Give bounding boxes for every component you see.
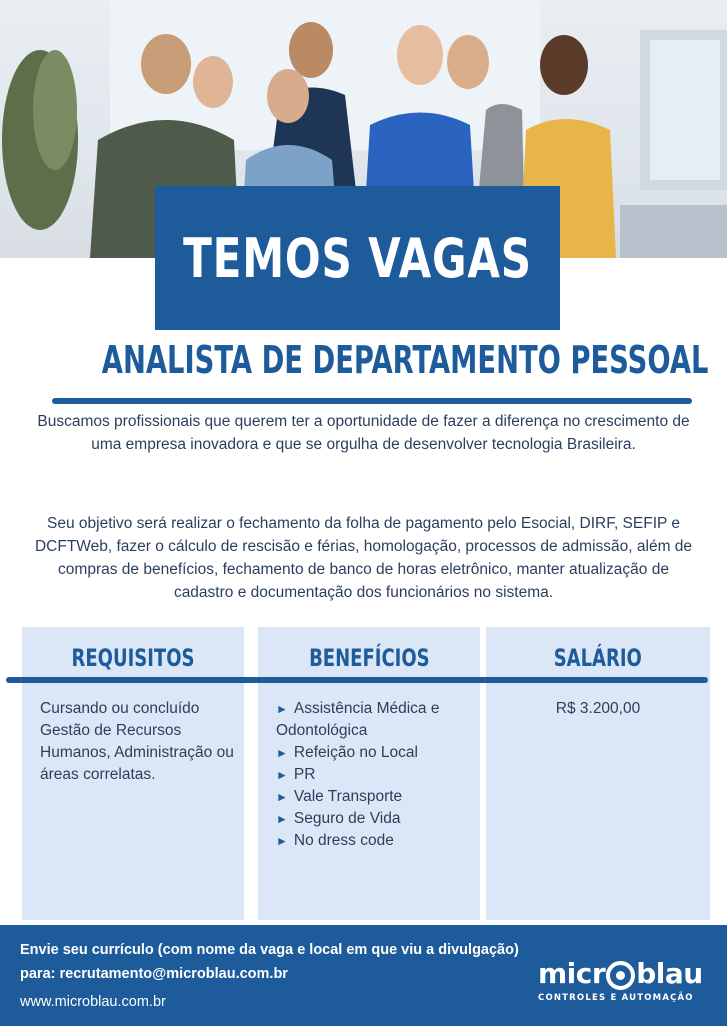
benefits-column: [258, 627, 480, 920]
salary-heading: SALÁRIO: [553, 644, 643, 672]
list-item: ► Assistência Médica e Odontológica: [276, 700, 440, 739]
requirements-column: [22, 627, 244, 920]
job-objective: Seu objetivo será realizar o fechamento da folha de pagamento pelo Esocial, DIRF, SEFIP e DCFTWeb, fazer o cálculo de rescisão e férias, homologação, processos de admissão, além de compras de benefícios, fechamento de banco de horas eletrônico, manter atualização de cadastro e documentação dos funcionários no sistema.: [34, 515, 693, 601]
benefits-list: [276, 698, 470, 852]
triangle-right-icon: ►: [276, 746, 288, 760]
list-item: ► No dress code: [276, 832, 394, 849]
triangle-right-icon: ►: [276, 812, 288, 826]
list-item: ► Seguro de Vida: [276, 810, 401, 827]
hero-title: TEMOS VAGAS: [183, 226, 532, 290]
list-item: ► Vale Transporte: [276, 788, 403, 805]
website-link[interactable]: www.microblau.com.br: [20, 994, 166, 1010]
triangle-right-icon: ►: [276, 834, 288, 848]
details-columns: [22, 627, 710, 920]
logo-word-end: blau: [636, 957, 703, 990]
requirements-text: Cursando ou concluído Gestão de Recursos Humanos, Administração ou áreas correlatas.: [40, 700, 234, 783]
requirements-heading: REQUISITOS: [71, 644, 195, 672]
list-item: ► Refeição no Local: [276, 744, 418, 761]
logo-tagline: CONTROLES E AUTOMAÇÃO: [538, 993, 694, 1003]
triangle-right-icon: ►: [276, 768, 288, 782]
title-divider: [52, 398, 692, 404]
benefits-heading: BENEFÍCIOS: [308, 644, 430, 672]
columns-divider: [6, 677, 708, 683]
logo-target-icon: [606, 961, 635, 990]
triangle-right-icon: ►: [276, 702, 288, 716]
job-intro: Buscamos profissionais que querem ter a oportunidade de fazer a diferença no crescimento de uma empresa inovadora e que se orgulha de desenvolver tecnologia Brasileira.: [37, 413, 690, 453]
hero-banner: [155, 186, 560, 330]
microblau-logo: [538, 957, 718, 1003]
triangle-right-icon: ►: [276, 790, 288, 804]
job-title: ANALISTA DE DEPARTAMENTO PESSOAL: [101, 338, 709, 382]
list-item: ► PR: [276, 766, 316, 783]
footer-cta: Envie seu currículo (com nome da vaga e local em que viu a divulgação) para: recrutamento@microblau.com.br: [20, 942, 519, 982]
logo-word-start: micr: [538, 957, 606, 990]
salary-column: [486, 627, 710, 920]
footer: [0, 925, 727, 1026]
salary-value: R$ 3.200,00: [555, 700, 641, 717]
